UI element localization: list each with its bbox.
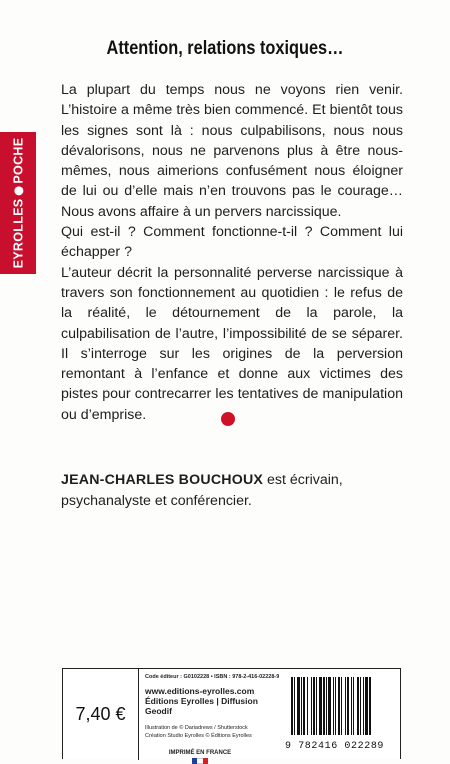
blurb-paragraph-2: Qui est-il ? Comment fonctionne-t-il ? Comment lui échapper ? <box>61 224 403 261</box>
eyrolles-poche-tab <box>0 132 36 274</box>
publisher-website: www.editions-eyrolles.com <box>145 686 255 696</box>
barcode-panel <box>62 668 401 759</box>
spine-word-eyrolles: EYROLLES <box>11 198 26 269</box>
author-bio <box>61 470 401 512</box>
illustration-credit: Illustration de © Dariadrews / Shutterstock <box>145 725 248 731</box>
barcode-digits: 9 782416 022289 <box>285 741 385 752</box>
author-bio-text: est écrivain, psychanalyste et conférencier. <box>61 472 343 509</box>
barcode-icon <box>291 677 395 739</box>
price: 7,40 € <box>63 669 139 760</box>
isbn-line: Code éditeur : G0102228 • ISBN : 978-2-416-02228-9 <box>145 674 280 680</box>
barcode <box>285 677 397 757</box>
spine-label <box>11 138 25 269</box>
printed-in-france: IMPRIMÉ EN FRANCE <box>168 750 232 756</box>
publisher-info <box>145 674 285 764</box>
blurb <box>61 80 403 425</box>
blurb-paragraph-3: L’auteur décrit la personnalité perverse narcissique à travers son fonctionnement au quotidien : le refus de la réalité, le détournement de la parole, la culpabilisation de l’autre, l’impossibilité de se séparer. Il s’interroge sur les origines de la perversion remontant à l’enfance et donne aux victimes des pistes pour contrecarrer les tentatives de manipulation ou d’emprise. <box>61 264 403 423</box>
back-cover-title: Attention, relations toxiques… <box>106 38 344 59</box>
spine-word-poche: POCHE <box>11 137 26 184</box>
publisher-name: Éditions Eyrolles | Diffusion Geodif <box>145 696 258 716</box>
spine-dot-icon <box>14 187 23 196</box>
design-credit: Création Studio Eyrolles © Éditions Eyrolles <box>145 733 252 739</box>
author-name: JEAN-CHARLES BOUCHOUX <box>61 472 264 488</box>
blurb-paragraph-1: La plupart du temps nous ne voyons rien venir. L’histoire a même très bien commencé. Et bientôt tous les signes sont là : nous culpabilisons, nous nous dévalorisons, nous ne parvenons plus à être nous-mêmes, nous aimerions confusément nous éloigner de lui ou d’elle mais n’en trouvons pas le courage… Nous avons affaire à un pervers narcissique. <box>61 82 403 220</box>
red-dot-divider-icon <box>221 412 235 426</box>
